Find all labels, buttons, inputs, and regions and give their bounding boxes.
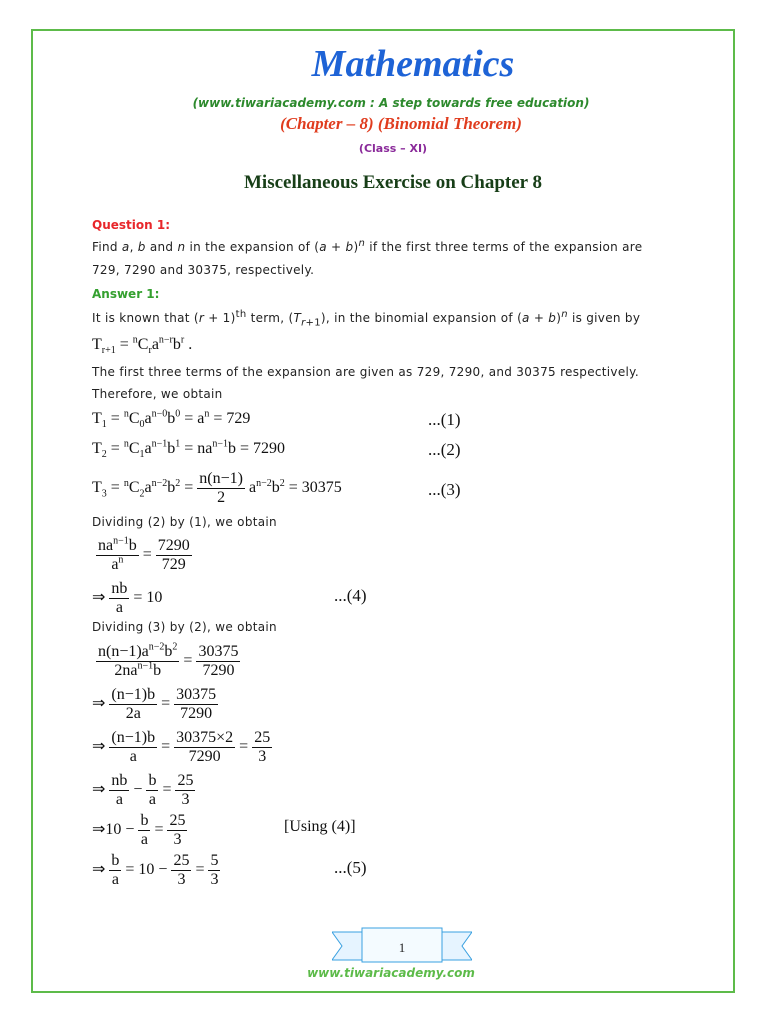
dividing-text-2: Dividing (3) by (2), we obtain	[92, 620, 277, 634]
dividing-text-1: Dividing (2) by (1), we obtain	[92, 515, 277, 529]
division-step-1: $\frac{na^{n-1}b}{a^n}$ = $\frac{7290}{729}$	[98, 535, 190, 573]
question-text-line2: 729, 7290 and 30375, respectively.	[92, 263, 315, 277]
equation-2-number: ...(2)	[428, 440, 461, 459]
division-step-6: ⇒10 − $\frac{b}{a}$ = $\frac{25}{3}$	[92, 812, 186, 848]
equation-4: ⇒ $\frac{nb}{a}$ = 10	[92, 580, 163, 616]
division-step-3: ⇒ $\frac{(n-1)b}{2a}$ = $\frac{30375}{7290}$	[92, 686, 217, 722]
page-number: 1	[398, 940, 406, 955]
using-note: [Using (4)]	[284, 818, 356, 835]
division-step-4: ⇒ $\frac{(n-1)b}{a}$ = $\frac{30375\times 2}{7290}$ = $\frac{25}{3}$	[92, 729, 271, 765]
question-label: Question 1:	[92, 218, 170, 232]
footer-url[interactable]: www.tiwariacademy.com	[307, 966, 475, 980]
answer-text-line1: It is known that $(r + 1)^{th}$ term, $(T_{r+1})$, in the binomial expansion of $(a + b)^n$ is given by	[92, 309, 641, 329]
answer-text-line2: The first three terms of the expansion are given as 729, 7290, and 30375 respectively.	[92, 365, 639, 379]
equation-5: ⇒ $\frac{b}{a}$ = 10 − $\frac{25}{3}$ = $\frac{5}{3}$	[92, 852, 219, 888]
class-label: (Class – XI)	[358, 142, 428, 155]
chapter-title: (Chapter – 8) (Binomial Theorem)	[280, 114, 522, 133]
equation-1-number: ...(1)	[428, 410, 461, 429]
question-text-line1: Find a, b and n in the expansion of $(a + b)^n$ if the first three terms of the expansion are	[92, 238, 643, 254]
equation-5-number: ...(5)	[334, 858, 367, 877]
general-term-formula: $T_{r+1} = ^nC_ra^{n-r}b^r$ .	[92, 334, 193, 357]
exercise-heading: Miscellaneous Exercise on Chapter 8	[244, 172, 542, 193]
equation-3: $T_3 = ^nC_2a^{n-2}b^2$ = $\frac{n(n-1)}{2}$ $a^{n-2}b^2 = 30375$	[92, 470, 342, 506]
answer-label: Answer 1:	[92, 287, 160, 301]
site-tagline: (www.tiwariacademy.com : A step towards free education)	[192, 96, 590, 110]
page-title: Mathematics	[311, 43, 515, 85]
division-step-2: $\frac{n(n-1)a^{n-2}b^2}{2na^{n-1}b}$ = $\frac{30375}{7290}$	[98, 641, 239, 679]
equation-2: $T_2 = ^nC_1a^{n-1}b^1 = na^{n-1}b = 7290$	[92, 438, 286, 461]
equation-1: $T_1 = ^nC_0a^{n-0}b^0 = a^n = 729$	[92, 408, 251, 431]
answer-text-line3: Therefore, we obtain	[92, 387, 223, 401]
equation-3-number: ...(3)	[428, 480, 461, 499]
equation-4-number: ...(4)	[334, 586, 367, 605]
division-step-5: ⇒ $\frac{nb}{a}$ − $\frac{b}{a}$ = $\frac{25}{3}$	[92, 772, 194, 808]
